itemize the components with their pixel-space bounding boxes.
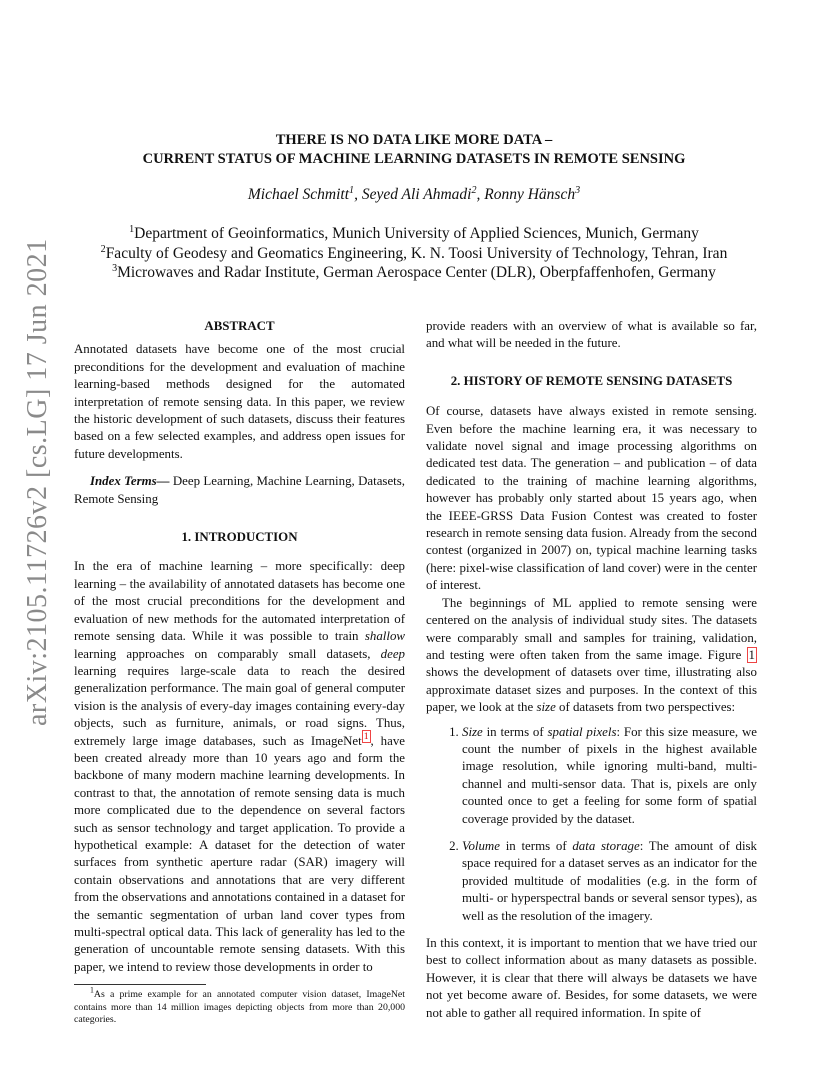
list-term: spatial pixels — [547, 724, 617, 739]
list-term: Volume — [462, 838, 500, 853]
arxiv-identifier-text: arXiv:2105.11726v2 [cs.LG] 17 Jun 2021 — [22, 238, 53, 726]
footnote-sup: 1 — [90, 985, 94, 995]
affiliation-text: Department of Geoinformatics, Munich University of Applied Sciences, Munich, Germany — [134, 225, 699, 242]
history-paragraph-1: Of course, datasets have always existed in remote sensing. Even before the machine learning era, it was necessary to validate novel signal and image processing algorithms on dedicated test data. The generation – and publication – of data dedicated to the training of machine learning algorithms, however has probably only started about 15 years ago, when the IEEE-GRSS Data Fusion Contest was created to foster research in remote sensing data fusion. Already from the second contest (organized in 2007) on, typical machine learning tasks (here: pixel-wise classification of land cover) were in the center of interest. — [426, 404, 757, 593]
list-item — [462, 724, 757, 828]
list-term: data storage — [572, 838, 640, 853]
affiliation — [60, 263, 768, 283]
index-terms-label: Index Terms— — [90, 474, 170, 489]
intro-paragraph — [74, 558, 405, 976]
author-sup: 1 — [349, 184, 355, 196]
author-list — [74, 186, 754, 204]
affiliation — [60, 224, 768, 244]
intro-text: learning approaches on comparably small datasets, — [74, 646, 381, 661]
history-paragraph-3: In this context, it is important to mention that we have tried our best to collect information about as many datasets as possible. However, it is clear that there will always be datasets we have not yet become aware of. Besides, for some datasets, we were not able to gather all required information. In spite of — [426, 936, 757, 1020]
affiliation — [60, 244, 768, 264]
list-term: Size — [462, 724, 483, 739]
author-name: Ronny Hänsch — [484, 186, 576, 203]
affiliation-sup: 2 — [100, 243, 106, 255]
author-separator: , — [354, 186, 362, 203]
author-name: Seyed Ali Ahmadi — [361, 186, 472, 203]
intro-text: , have been created already more than 10 years ago and form the backbone of many modern machine learning developments. In contrast to that, the annotation of remote sensing data is much more complicated due to the dependence on several factors such as sensor technology and target application. To provide a hypothetical example: A dataset for the detection of water surfaces from synthetic aperture radar (SAR) imagery will contain observations and annotations that are very different from the observations and annotations contained in a dataset for the semantic segmentation of urban land cover types from multi-spectral optical data. This lack of generality has led to the generation of uncountable remote sensing datasets. With this paper, we intend to review those developments in order to — [74, 733, 405, 974]
list-text: : The amount of disk space required for a dataset serves as an indicator for the provided multitude of modalities (e.g. in the form of multi- or hyperspectral bands or several sensor types), as well as the resolution of the imagery. — [462, 838, 757, 923]
left-column — [74, 318, 405, 1027]
history-text: of datasets from two perspectives: — [555, 700, 736, 715]
author-sup: 3 — [575, 184, 581, 196]
intro-continuation: provide readers with an overview of what is available so far, and what will be needed in the future. — [426, 319, 757, 351]
right-column — [426, 318, 757, 1022]
footnote — [74, 985, 405, 1027]
footnote-link[interactable]: 1 — [363, 731, 369, 743]
index-terms-text: Deep Learning, Machine Learning, Datasets, Remote Sensing — [74, 474, 405, 506]
history-text: The beginnings of ML applied to remote sensing were centered on the analysis of individual study sites. The datasets were comparably small and samples for training, validation, and testing were often taken from the same image. Figure — [426, 595, 757, 662]
abstract-heading: ABSTRACT — [204, 319, 275, 333]
history-paragraph-2 — [426, 595, 757, 717]
abstract-text: Annotated datasets have become one of the most crucial preconditions for the development and evaluation of machine learning-based methods designed for the automated interpretation of remote sensing data. In this paper, we review the historic development of such datasets, discuss their features based on a few selected examples, and address open issues for future developments. — [74, 342, 405, 461]
history-emphasis: size — [536, 700, 556, 715]
title-line-1: THERE IS NO DATA LIKE MORE DATA – — [275, 132, 553, 148]
affiliation-sup: 3 — [112, 262, 118, 274]
author-sup: 2 — [471, 184, 477, 196]
title-line-2: CURRENT STATUS OF MACHINE LEARNING DATASETS IN REMOTE SENSING — [142, 151, 686, 167]
history-text: shows the development of datasets over time, illustrating also approximate dataset sizes and purposes. In the context of this paper, we look at the — [426, 665, 757, 715]
affiliation-text: Faculty of Geodesy and Geomatics Engineering, K. N. Toosi University of Technology, Tehran, Iran — [105, 244, 728, 262]
footnote-text: As a prime example for an annotated computer vision dataset, ImageNet contains more than 14 million images depicting objects from more than 20,000 categories. — [74, 989, 405, 1026]
intro-heading: 1. INTRODUCTION — [181, 530, 298, 545]
author-name: Michael Schmitt — [247, 186, 350, 203]
affiliation-sup: 1 — [129, 223, 135, 235]
history-heading: 2. HISTORY OF REMOTE SENSING DATASETS — [450, 373, 733, 388]
list-text: in terms of — [499, 838, 573, 853]
intro-emphasis: deep — [380, 646, 405, 661]
intro-emphasis: shallow — [364, 629, 405, 644]
list-text: in terms of — [482, 724, 548, 739]
list-item — [462, 838, 757, 925]
intro-text: In the era of machine learning – more specifically: deep learning – the availability of annotated datasets has become one of the most crucial preconditions for the development and evaluation of new methods for the automated interpretation of remote sensing data. While it was possible to train — [74, 559, 405, 644]
affiliation-list — [60, 224, 768, 283]
perspective-list — [426, 724, 757, 925]
paper-title — [74, 131, 754, 169]
intro-text: learning requires large-scale data to reach the desired generalization performance. The main goal of general computer vision is the analysis of every-day images containing every-day objects, such as furniture, animals, or road signs. Thus, extremely large image databases, such as ImageNet — [74, 663, 405, 748]
index-terms — [74, 473, 405, 508]
list-text: : For this size measure, we count the number of pixels in the highest available image resolution, while ignoring multi-band, multi-channel and multi-sensor data. That is, pixels are only counted once to get a feeling for some form of spatial coverage provided by the dataset. — [462, 724, 758, 826]
author-separator: , — [476, 186, 485, 203]
affiliation-text: Microwaves and Radar Institute, German Aerospace Center (DLR), Oberpfaffenhofen, Germany — [117, 264, 716, 281]
figure-link[interactable]: 1 — [748, 647, 755, 662]
